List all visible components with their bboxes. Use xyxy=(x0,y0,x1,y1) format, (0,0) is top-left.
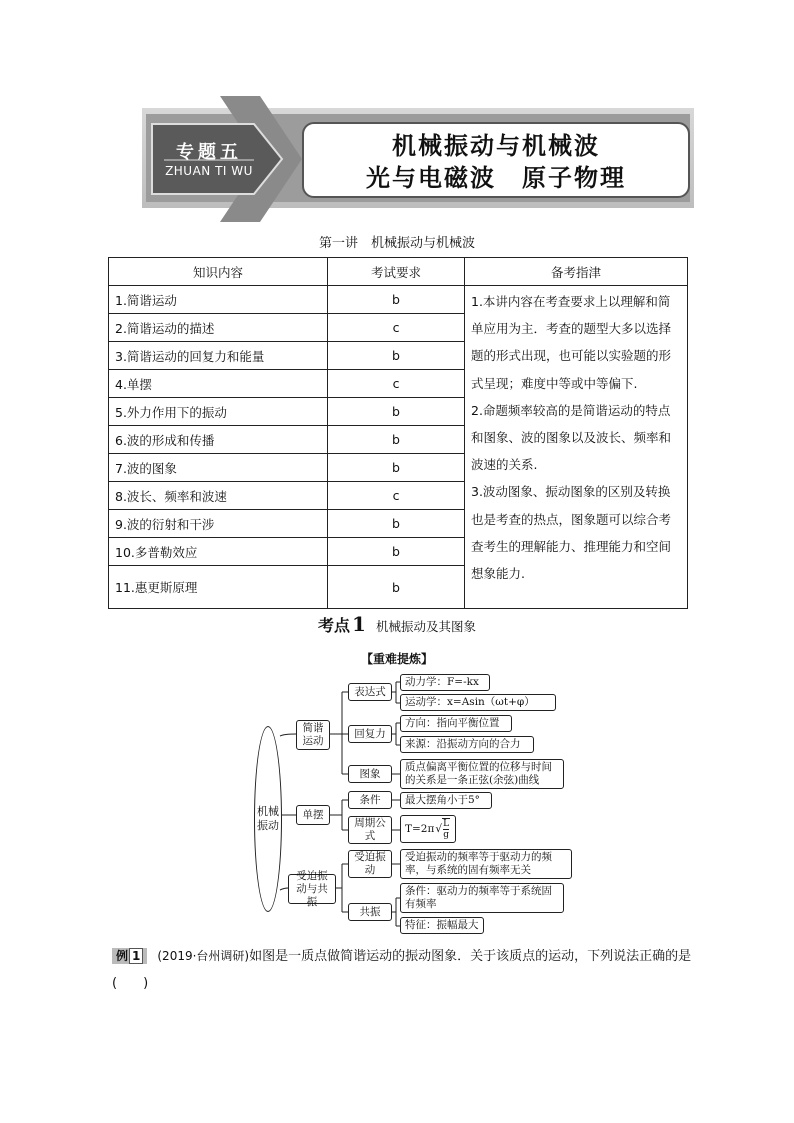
row-topic: 4.单摆 xyxy=(109,370,328,398)
map-leaf-zhouqi xyxy=(400,815,456,843)
map-node-shoupo2: 受迫振动 xyxy=(348,850,392,878)
section-number: 1 xyxy=(352,612,366,636)
section-heading xyxy=(318,612,476,636)
badge-topic-en: ZHUAN TI WU xyxy=(165,164,253,178)
row-level: c xyxy=(328,314,465,342)
map-node-shoupo: 受迫振动与共振 xyxy=(288,874,336,904)
sqrt-icon: √ $\frac{L}{g}$ xyxy=(435,819,450,840)
table-header-row xyxy=(109,258,688,286)
period-formula-prefix: T=2π xyxy=(405,822,435,835)
row-topic: 6.波的形成和传播 xyxy=(109,426,328,454)
section-label: 考点 xyxy=(318,616,351,635)
row-level: b xyxy=(328,342,465,370)
section-subtitle: 【重难提炼】 xyxy=(360,652,433,666)
header-level: 考试要求 xyxy=(328,258,465,286)
row-topic: 2.简谐运动的描述 xyxy=(109,314,328,342)
row-level: b xyxy=(328,426,465,454)
map-node-huifuli: 回复力 xyxy=(348,725,392,743)
map-node-zhouqi: 周期公式 xyxy=(348,816,392,844)
map-node-jianxie: 简谐运动 xyxy=(296,720,330,750)
map-leaf-tiaojian: 最大摆角小于5° xyxy=(400,792,492,809)
row-topic: 3.简谐运动的回复力和能量 xyxy=(109,342,328,370)
row-level: c xyxy=(328,370,465,398)
section-title: 机械振动及其图象 xyxy=(375,619,476,634)
map-node-gongzhen: 共振 xyxy=(348,903,392,921)
map-node-biaodashi: 表达式 xyxy=(348,683,392,701)
example-tag xyxy=(112,948,147,964)
guide-item: 1.本讲内容在考查要求上以理解和简单应用为主．考查的题型大多以选择题的形式出现，也可能以实验题的形式呈现；难度中等或中等偏下. xyxy=(471,294,672,391)
map-leaf-gongzhen-feat: 特征：振幅最大 xyxy=(400,917,484,934)
row-topic: 1.简谐运动 xyxy=(109,286,328,314)
map-leaf-yundongxue: 运动学：x=Asin（ωt+φ） xyxy=(400,694,556,711)
example-source: (2019·台州调研) xyxy=(157,949,250,963)
row-topic: 7.波的图象 xyxy=(109,454,328,482)
map-leaf-tuxiang: 质点偏离平衡位置的位移与时间的关系是一条正弦(余弦)曲线 xyxy=(400,759,564,789)
example-tag-number: 1 xyxy=(129,948,143,964)
row-level: c xyxy=(328,482,465,510)
map-root: 机械振动 xyxy=(254,726,282,912)
map-node-tuxiang: 图象 xyxy=(348,765,392,783)
row-level: b xyxy=(328,510,465,538)
map-node-danbai: 单摆 xyxy=(296,805,330,825)
row-level: b xyxy=(328,454,465,482)
map-leaf-donglixue: 动力学：F=-kx xyxy=(400,674,490,691)
header-topic: 知识内容 xyxy=(109,258,328,286)
example-question xyxy=(112,943,692,997)
table-row xyxy=(109,286,688,314)
row-level: b xyxy=(328,286,465,314)
lecture-title: 第一讲 机械振动与机械波 xyxy=(318,236,475,251)
map-leaf-gongzhen-cond: 条件：驱动力的频率等于系统固有频率 xyxy=(400,883,564,913)
row-topic: 8.波长、频率和波速 xyxy=(109,482,328,510)
row-level: b xyxy=(328,398,465,426)
topic-banner xyxy=(142,96,694,222)
guide-item: 2.命题频率较高的是简谐运动的特点和图象、波的图象以及波长、频率和波速的关系. xyxy=(471,402,672,473)
example-text: 如图是一质点做简谐运动的振动图象．关于该质点的运动，下列说法正确的是( ) xyxy=(112,949,692,991)
row-level: b xyxy=(328,538,465,566)
period-formula-den: g xyxy=(443,830,449,840)
map-leaf-laiyuan: 来源：沿振动方向的合力 xyxy=(400,736,534,753)
map-leaf-fangxiang: 方向：指向平衡位置 xyxy=(400,715,512,732)
period-formula-num: L xyxy=(443,819,450,829)
requirements-table xyxy=(108,257,688,609)
banner-title-box xyxy=(302,122,690,198)
row-topic: 10.多普勒效应 xyxy=(109,538,328,566)
badge-topic-cn: 专题五 xyxy=(176,142,242,163)
example-tag-label: 例 xyxy=(116,949,129,963)
row-topic: 9.波的衍射和干涉 xyxy=(109,510,328,538)
row-topic: 5.外力作用下的振动 xyxy=(109,398,328,426)
header-guide: 备考指津 xyxy=(465,258,688,286)
guide-cell xyxy=(465,286,688,609)
map-leaf-shoupo: 受迫振动的频率等于驱动力的频率，与系统的固有频率无关 xyxy=(400,849,572,879)
row-topic: 11.惠更斯原理 xyxy=(109,566,328,609)
guide-item: 3.波动图象、振动图象的区别及转换也是考查的热点，图象题可以综合考查考生的理解能力、推理能力和空间想象能力. xyxy=(471,484,672,582)
map-node-tiaojian: 条件 xyxy=(348,791,392,809)
row-level: b xyxy=(328,566,465,609)
banner-title-line2: 光与电磁波 原子物理 xyxy=(366,164,626,192)
banner-title-line1: 机械振动与机械波 xyxy=(392,132,600,160)
